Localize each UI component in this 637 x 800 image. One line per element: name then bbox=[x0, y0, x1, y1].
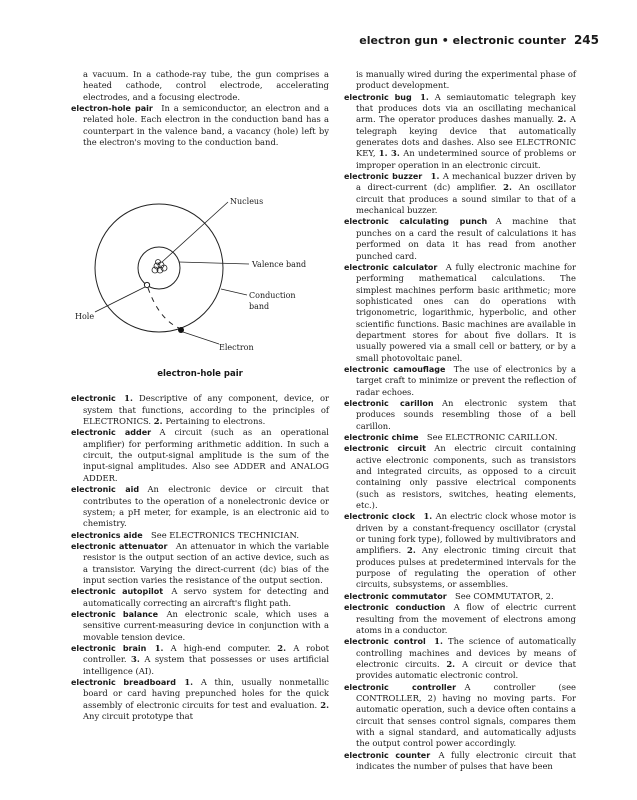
entry-term: electronic aid bbox=[71, 485, 140, 495]
entry-term: electronic circuit bbox=[344, 444, 426, 454]
entry-term: electronic commutator bbox=[344, 591, 447, 601]
right-column bbox=[344, 69, 576, 772]
hole-label: Hole bbox=[75, 312, 95, 322]
entry-definition: An attenuator in which the variable resistor is the output section of an active device, such as a transistor. Varying the direct-current (dc) bias of the input section varies the resistance of the output section. bbox=[83, 540, 330, 585]
dictionary-entry bbox=[71, 677, 329, 722]
entry-definition: See ELECTRONICS TECHNICIAN. bbox=[151, 529, 299, 540]
entry-definition: The use of electronics by a target craft to minimize or prevent the reflection of radar echoes. bbox=[356, 363, 576, 397]
electron-label: Electron bbox=[219, 343, 254, 353]
entry-term: electronics aide bbox=[71, 530, 143, 540]
valence-band-label: Valence band bbox=[252, 260, 307, 270]
entry-term: electronic brain bbox=[71, 643, 147, 653]
entry-definition: 1. A mechanical buzzer driven by a direct-current (dc) amplifier. 2. An oscillator circuit that produces a sound similar to that of a mechanical buzzer. bbox=[356, 171, 576, 216]
entry-definition: An electronic device or circuit that contributes to the operation of a nonelectronic device or system; a pH meter, for example, is an electronic aid to chemistry. bbox=[83, 484, 329, 529]
entry-definition: 1. A high-end computer. 2. A robot controller. 3. A system that possesses or uses artificial intelligence (AI). bbox=[83, 642, 329, 676]
entry-definition: 1. Descriptive of any component, device, or system that functions, according to the principles of ELECTRONICS. 2. Pertaining to electrons. bbox=[83, 393, 329, 427]
entry-definition: An electronic system that produces sounds resembling those of a bell carillon. bbox=[356, 397, 576, 431]
dictionary-entry bbox=[344, 216, 576, 261]
dictionary-entry bbox=[71, 393, 329, 427]
nucleus-leader bbox=[162, 202, 228, 262]
entry-definition: A fully electronic machine for performing mathematical calculations. The simplest machines perform basic arithmetic; more sophisticated ones can do operations with trigonometric, logarithmic, hyperbolic, and other scientific functions. Basic machines are available in department stores for about five dollars. It is usually powered via a small cell or battery, or by a small photovoltaic panel. bbox=[356, 261, 576, 363]
dictionary-entry bbox=[71, 484, 329, 529]
dictionary-entry bbox=[344, 636, 576, 681]
entry-definition: 1. A semiautomatic telegraph key that produces dots via an oscillating mechanical arm. The operator produces dashes manually. 2. A telegraph keying device that automatically generates dots and dashes. Also see ELECTRONIC KEY, 1. 3. An undetermined source of problems or improper operation in an electronic circuit. bbox=[356, 91, 576, 170]
entry-term: electronic chime bbox=[344, 433, 419, 442]
entry-term: electronic buzzer bbox=[344, 172, 423, 182]
entry-term: electronic autopilot bbox=[71, 587, 164, 597]
hole-marker bbox=[144, 283, 149, 288]
left-column bbox=[71, 69, 329, 722]
entry-definition: 1. The science of automatically controlling machines and devices by means of electronic circuits. 2. A circuit or device that provides automatic electronic control. bbox=[356, 636, 576, 681]
entry-term: electronic bug bbox=[344, 92, 412, 102]
entry-definition: A servo system for detecting and automatically correcting an aircraft's flight path. bbox=[83, 586, 329, 608]
dictionary-entry bbox=[71, 586, 329, 609]
entry-definition: A flow of electric current resulting from the movement of electrons among atoms in a conductor. bbox=[356, 602, 576, 635]
transition-path bbox=[148, 288, 179, 328]
entry-definition: A machine that punches on a card the result of calculations it has performed on data it has read from another punched card. bbox=[356, 216, 576, 261]
dictionary-entry bbox=[71, 609, 329, 643]
electron-hole-figure bbox=[71, 154, 329, 384]
entry-definition: 1. An electric clock whose motor is driven by a constant-frequency oscillator (crystal or tuning fork type), followed by multivibrators and amplifiers. 2. Any electronic timing circuit that produces pulses at predetermined intervals for the purpose of regulating the operation of other circuits, subsystems, or assemblies. bbox=[356, 511, 576, 590]
entry-term: electronic conduction bbox=[344, 603, 446, 613]
entry-term: electronic camouflage bbox=[344, 364, 446, 374]
entry-definition: See COMMUTATOR, 2. bbox=[455, 590, 554, 601]
entry-term: electron-hole pair bbox=[71, 104, 153, 114]
left-top-entries bbox=[71, 69, 329, 148]
running-title: electron gun • electronic counter bbox=[359, 34, 566, 47]
entry-term: electronic breadboard bbox=[71, 678, 176, 687]
dictionary-entry bbox=[344, 364, 576, 398]
entry-definition: a vacuum. In a cathode-ray tube, the gun comprises a heated cathode, control electrode, accelerating electrodes, and a focusing electrode. bbox=[83, 69, 329, 102]
dictionary-entry bbox=[71, 427, 329, 484]
entry-term: electronic bbox=[71, 394, 116, 404]
entry-definition: A fully electronic circuit that indicates the number of pulses that have been bbox=[356, 749, 577, 771]
dictionary-entry bbox=[344, 602, 576, 636]
dictionary-entry bbox=[71, 530, 329, 541]
nucleus-label: Nucleus bbox=[230, 197, 264, 207]
dictionary-entry bbox=[344, 591, 576, 602]
nucleus-icon bbox=[152, 260, 167, 274]
conduction-band-label-2: band bbox=[249, 302, 270, 312]
conduction-leader bbox=[221, 289, 247, 295]
entry-term: electronic calculator bbox=[344, 262, 438, 272]
entry-definition: A controller (see CONTROLLER, 2) having no moving parts. For automatic operation, such a device often contains a circuit that senses control signals, compares them with a signal standard, and automatically adjusts the output control power accordingly. bbox=[356, 681, 576, 749]
dictionary-entry bbox=[344, 443, 576, 511]
entry-term: electronic carillon bbox=[344, 398, 434, 408]
entry-term: electronic clock bbox=[344, 512, 416, 522]
entry-definition: An electric circuit containing active electronic components, such as transistors and integrated circuits, as opposed to a circuit containing only passive electrical components (such as resistors, switches, heating elements, etc.). bbox=[356, 443, 576, 511]
right-entries bbox=[344, 69, 576, 772]
entry-definition: An electronic scale, which uses a sensitive current-measuring device in conjunction with a movable tension device. bbox=[83, 608, 329, 642]
dictionary-entry bbox=[344, 750, 576, 773]
hole-leader bbox=[95, 287, 145, 312]
entry-term: electronic balance bbox=[71, 609, 159, 619]
entry-term: electronic attenuator bbox=[71, 541, 168, 551]
entry-term: electronic controller bbox=[344, 682, 457, 692]
entry-term: electronic calculating punch bbox=[344, 217, 488, 227]
running-header bbox=[359, 33, 599, 47]
dictionary-entry bbox=[344, 262, 576, 364]
dictionary-entry bbox=[344, 92, 576, 171]
dictionary-entry bbox=[71, 103, 329, 148]
entry-term: electronic counter bbox=[344, 750, 431, 760]
dictionary-entry bbox=[344, 398, 576, 432]
dictionary-entry bbox=[344, 432, 576, 443]
dictionary-entry bbox=[344, 511, 576, 590]
conduction-band-label-1: Conduction bbox=[249, 291, 296, 301]
entry-term: electronic control bbox=[344, 637, 426, 647]
entry-definition: is manually wired during the experimental phase of product development. bbox=[356, 69, 576, 91]
entry-term: electronic adder bbox=[71, 428, 152, 438]
dictionary-entry bbox=[344, 69, 576, 92]
dictionary-entry bbox=[344, 682, 576, 750]
page-number: 245 bbox=[573, 33, 599, 47]
dictionary-entry bbox=[71, 643, 329, 677]
dictionary-entry bbox=[71, 541, 329, 586]
valence-leader bbox=[179, 262, 249, 264]
entry-definition: 1. A thin, usually nonmetallic board or card having prepunched holes for the quick assembly of electronic circuits for test and evaluation. 2. Any circuit prototype that bbox=[83, 677, 329, 722]
electron-leader bbox=[183, 332, 219, 344]
entry-definition: See ELECTRONIC CARILLON. bbox=[426, 432, 558, 442]
left-bottom-entries bbox=[71, 393, 329, 722]
figure-caption: electron-hole pair bbox=[157, 369, 243, 380]
entry-definition: In a semiconductor, an electron and a related hole. Each electron in the conduction band has a counterpart in the valence band, a vacancy (hole) left by the electron's moving to the conduction band. bbox=[83, 103, 330, 148]
dictionary-entry bbox=[71, 69, 329, 103]
dictionary-entry bbox=[344, 171, 576, 216]
entry-definition: A circuit (such as an operational amplifier) for performing arithmetic addition. In such a circuit, the output-signal amplitude is the sum of the input-signal amplitudes. Also see ADDER and ANALOG ADDER. bbox=[83, 427, 329, 483]
